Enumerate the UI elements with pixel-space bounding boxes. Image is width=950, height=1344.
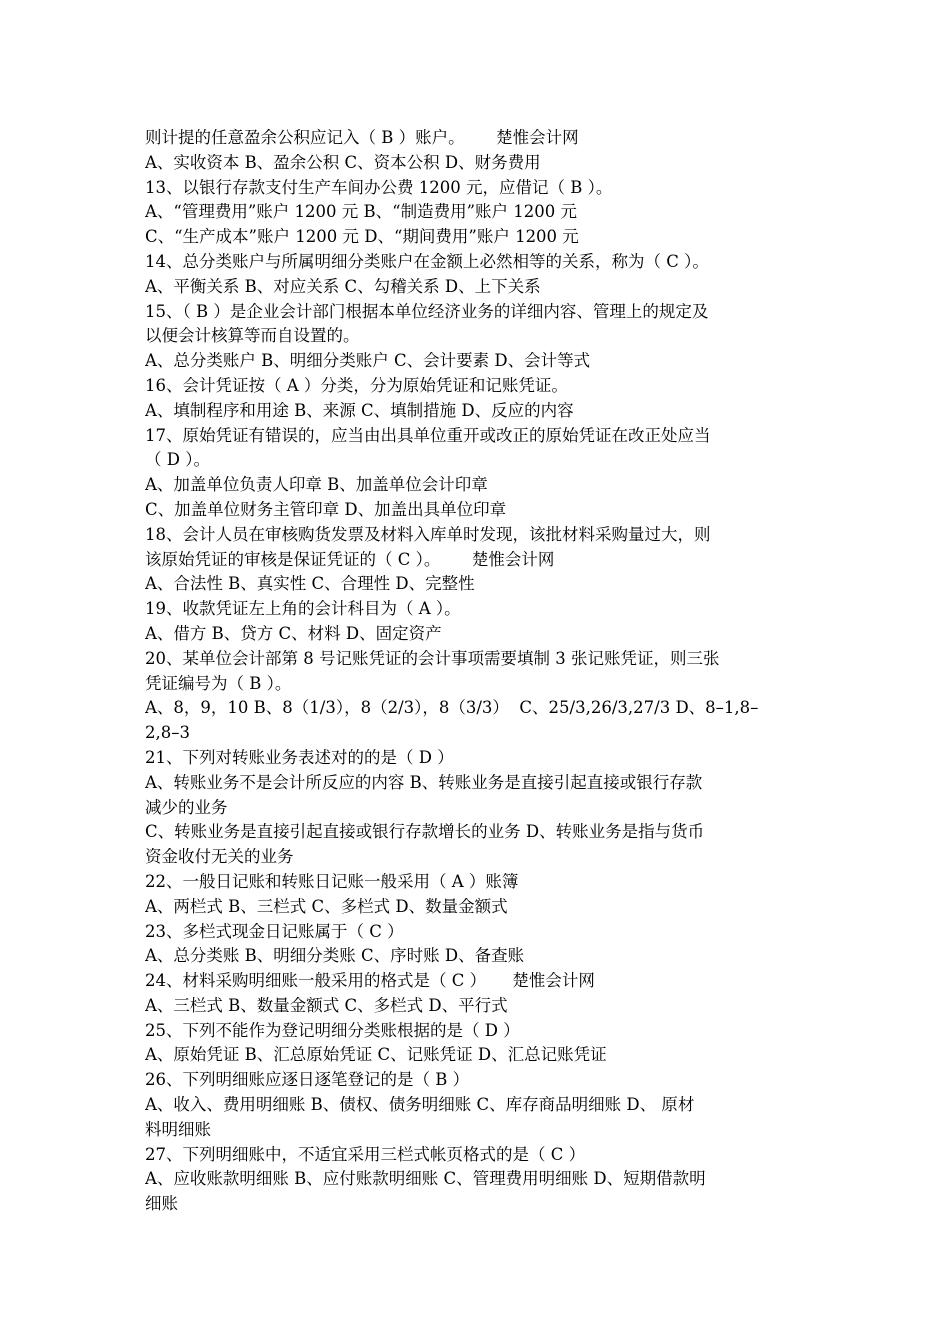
text-line: A、转账业务不是会计所反应的内容 B、转账业务是直接引起直接或银行存款 [145,772,703,792]
text-line: 13、以银行存款支付生产车间办公费 1200 元，应借记（ B ）。 [145,177,613,197]
text-line: A、加盖单位负责人印章 B、加盖单位会计印章 [145,475,488,495]
text-line: 减少的业务 [145,797,228,817]
text-line: A、8，9，10 B、8（1/3），8（2/3），8（3/3） C、25/3,26/3,27/3 D、8–1,8– [145,698,759,718]
text-line: A、填制程序和用途 B、来源 C、填制措施 D、反应的内容 [145,400,574,420]
text-line: 16、会计凭证按（ A ）分类，分为原始凭证和记账凭证。 [145,375,568,395]
text-line: 17、原始凭证有错误的，应当由出具单位重开或改正的原始凭证在改正处应当 [145,425,711,445]
text-line: A、收入、费用明细账 B、债权、债务明细账 C、库存商品明细账 D、 原材 [145,1095,695,1115]
text-line: C、“生产成本”账户 1200 元 D、“期间费用”账户 1200 元 [145,227,579,247]
text-line: A、总分类账 B、明细分类账 C、序时账 D、备查账 [145,946,525,966]
text-line: C、转账业务是直接引起直接或银行存款增长的业务 D、转账业务是指与货币 [145,822,705,842]
text-line: A、三栏式 B、数量金额式 C、多栏式 D、平行式 [145,995,508,1015]
document-body [145,126,810,1217]
text-line: 19、收款凭证左上角的会计科目为（ A ）。 [145,599,461,619]
text-line: 细账 [145,1194,178,1214]
text-line: A、“管理费用”账户 1200 元 B、“制造费用”账户 1200 元 [145,202,577,222]
text-line: 27、下列明细账中，不适宜采用三栏式帐页格式的是（ C ） [145,1144,586,1164]
text-line: 2,8–3 [145,723,190,743]
text-line: 该原始凭证的审核是保证凭证的（ C ）。 楚惟会计网 [145,549,555,569]
text-line: 26、下列明细账应逐日逐笔登记的是（ B ） [145,1070,470,1090]
text-line: 15、（ B ）是企业会计部门根据本单位经济业务的详细内容、管理上的规定及 [145,301,709,321]
text-line: A、总分类账户 B、明细分类账户 C、会计要素 D、会计等式 [145,351,591,371]
text-line: 14、总分类账户与所属明细分类账户在金额上必然相等的关系，称为（ C ）。 [145,251,709,271]
text-line: 20、某单位会计部第 8 号记账凭证的会计事项需要填制 3 张记账凭证，则三张 [145,648,720,668]
text-line: A、借方 B、贷方 C、材料 D、固定资产 [145,623,442,643]
text-line: 25、下列不能作为登记明细分类账根据的是（ D ） [145,1020,520,1040]
text-line: 24、材料采购明细账一般采用的格式是（ C ） 楚惟会计网 [145,971,595,991]
text-line: A、两栏式 B、三栏式 C、多栏式 D、数量金额式 [145,896,508,916]
text-line: A、合法性 B、真实性 C、合理性 D、完整性 [145,574,475,594]
text-line: 21、下列对转账业务表述对的的是（ D ） [145,747,454,767]
text-line: A、原始凭证 B、汇总原始凭证 C、记账凭证 D、汇总记账凭证 [145,1045,607,1065]
text-line: 凭证编号为（ B ）。 [145,673,292,693]
text-line: A、应收账款明细账 B、应付账款明细账 C、管理费用明细账 D、短期借款明 [145,1169,706,1189]
text-line: 18、会计人员在审核购货发票及材料入库单时发现，该批材料采购量过大，则 [145,524,711,544]
text-line: 22、一般日记账和转账日记账一般采用（ A ）账簿 [145,871,519,891]
text-line: 以便会计核算等而自设置的。 [145,326,360,346]
text-line: A、平衡关系 B、对应关系 C、勾稽关系 D、上下关系 [145,276,541,296]
text-line: C、加盖单位财务主管印章 D、加盖出具单位印章 [145,499,507,519]
text-line: 23、多栏式现金日记账属于（ C ） [145,921,404,941]
text-line: 料明细账 [145,1119,211,1139]
text-line: 资金收付无关的业务 [145,847,294,867]
text-line: A、实收资本 B、盈余公积 C、资本公积 D、财务费用 [145,152,541,172]
text-line: 则计提的任意盈余公积应记入（ B ）账户。 楚惟会计网 [145,128,579,147]
text-line: （ D ）。 [145,450,210,470]
